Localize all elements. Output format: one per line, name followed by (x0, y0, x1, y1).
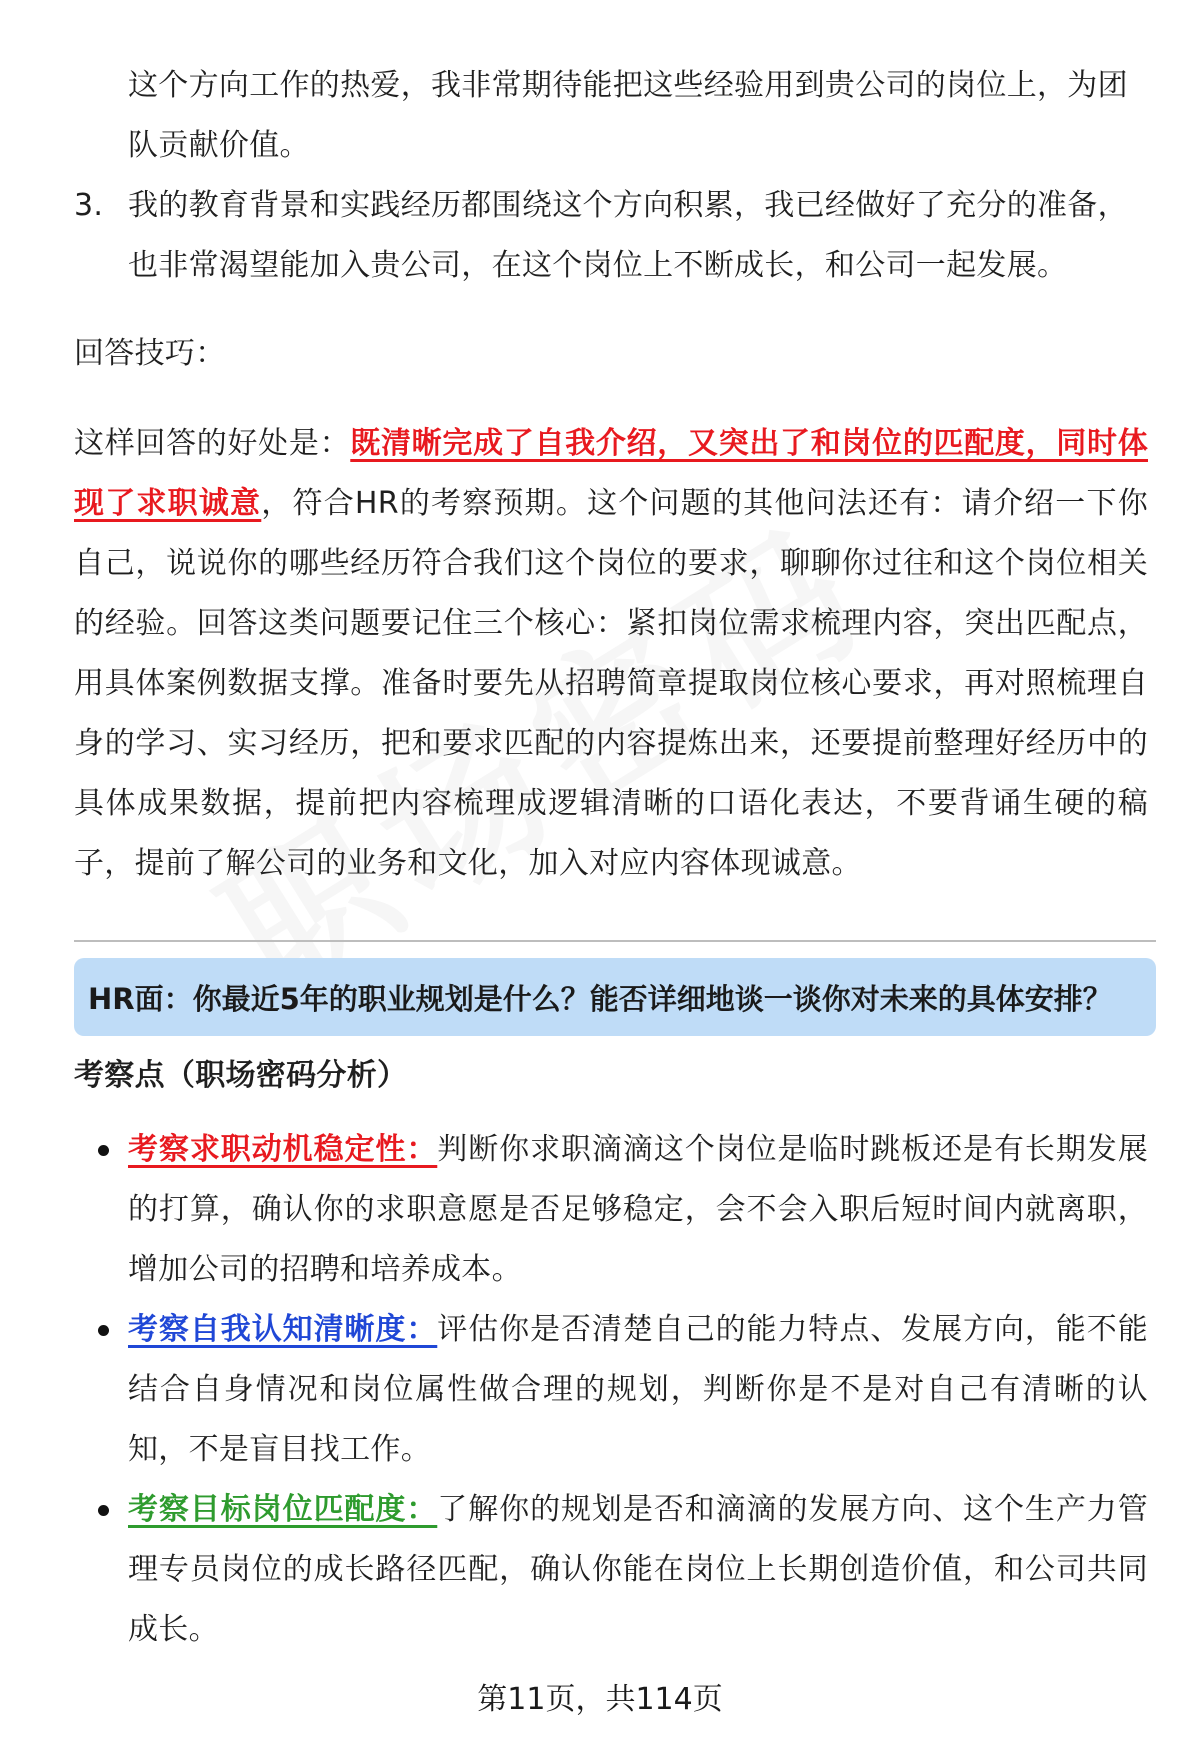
analysis-text: 了解你的规划是否和滴滴的发展方向、这个生产力管理专员岗位的成长路径匹配，确认你能在岗位上长期创造价值，和公司共同成长。 (128, 1492, 1148, 1647)
tips-rest: ，符合HR的考察预期。这个问题的其他问法还有：请介绍一下你自己，说说你的哪些经历符合我们这个岗位的要求，聊聊你过往和这个岗位相关的经验。回答这类问题要记住三个核心：紧扣岗位需求梳理内容，突出匹配点，用具体案例数据支撑。准备时要先从招聘简章提取岗位核心要求，再对照梳理自身的学习、实习经历，把和要求匹配的内容提炼出来，还要提前整理好经历中的具体成果数据，提前把内容梳理成逻辑清晰的口语化表达，不要背诵生硬的稿子，提前了解公司的业务和文化，加入对应内容体现诚意。 (74, 486, 1148, 881)
bullet-icon (98, 1325, 109, 1336)
section-divider (74, 940, 1156, 942)
analysis-label: 考察目标岗位匹配度： (128, 1492, 438, 1527)
list-item-continuation: 这个方向工作的热爱，我非常期待能把这些经验用到贵公司的岗位上，为团队贡献价值。 (128, 68, 1128, 163)
page-number: 第11页，共114页 (477, 1682, 723, 1717)
analysis-text: 评估你是否清楚自己的能力特点、发展方向，能不能结合自身情况和岗位属性做合理的规划，判断你是不是对自己有清晰的认知，不是盲目找工作。 (128, 1312, 1148, 1467)
list-item-text: 我的教育背景和实践经历都围绕这个方向积累，我已经做好了充分的准备，也非常渴望能加入贵公司，在这个岗位上不断成长，和公司一起发展。 (128, 188, 1128, 283)
tips-paragraph (74, 414, 1148, 894)
tips-highlight: 既清晰完成了自我介绍，又突出了和岗位的匹配度，同时体现了求职诚意 (74, 426, 1148, 521)
bullet-icon (98, 1505, 109, 1516)
analysis-label: 考察自我认知清晰度： (128, 1312, 438, 1347)
tips-label: 回答技巧： (74, 336, 226, 371)
analysis-item-job-match (90, 1480, 1148, 1660)
analysis-item-self-awareness (90, 1300, 1148, 1480)
tips-lead: 这样回答的好处是： (74, 426, 351, 461)
analysis-title: 考察点（职场密码分析） (74, 1058, 408, 1093)
analysis-list (90, 1120, 1148, 1660)
analysis-text: 判断你求职滴滴这个岗位是临时跳板还是有长期发展的打算，确认你的求职意愿是否足够稳定，会不会入职后短时间内就离职，增加公司的招聘和培养成本。 (128, 1132, 1148, 1287)
bullet-icon (98, 1145, 109, 1156)
analysis-item-motivation (90, 1120, 1148, 1300)
list-item-3 (74, 176, 1148, 296)
list-number: 3. (74, 188, 104, 223)
question-box (74, 958, 1156, 1036)
analysis-label: 考察求职动机稳定性： (128, 1132, 438, 1167)
question-text: HR面：你最近5年的职业规划是什么？能否详细地谈一谈你对未来的具体安排？ (88, 981, 1112, 1016)
